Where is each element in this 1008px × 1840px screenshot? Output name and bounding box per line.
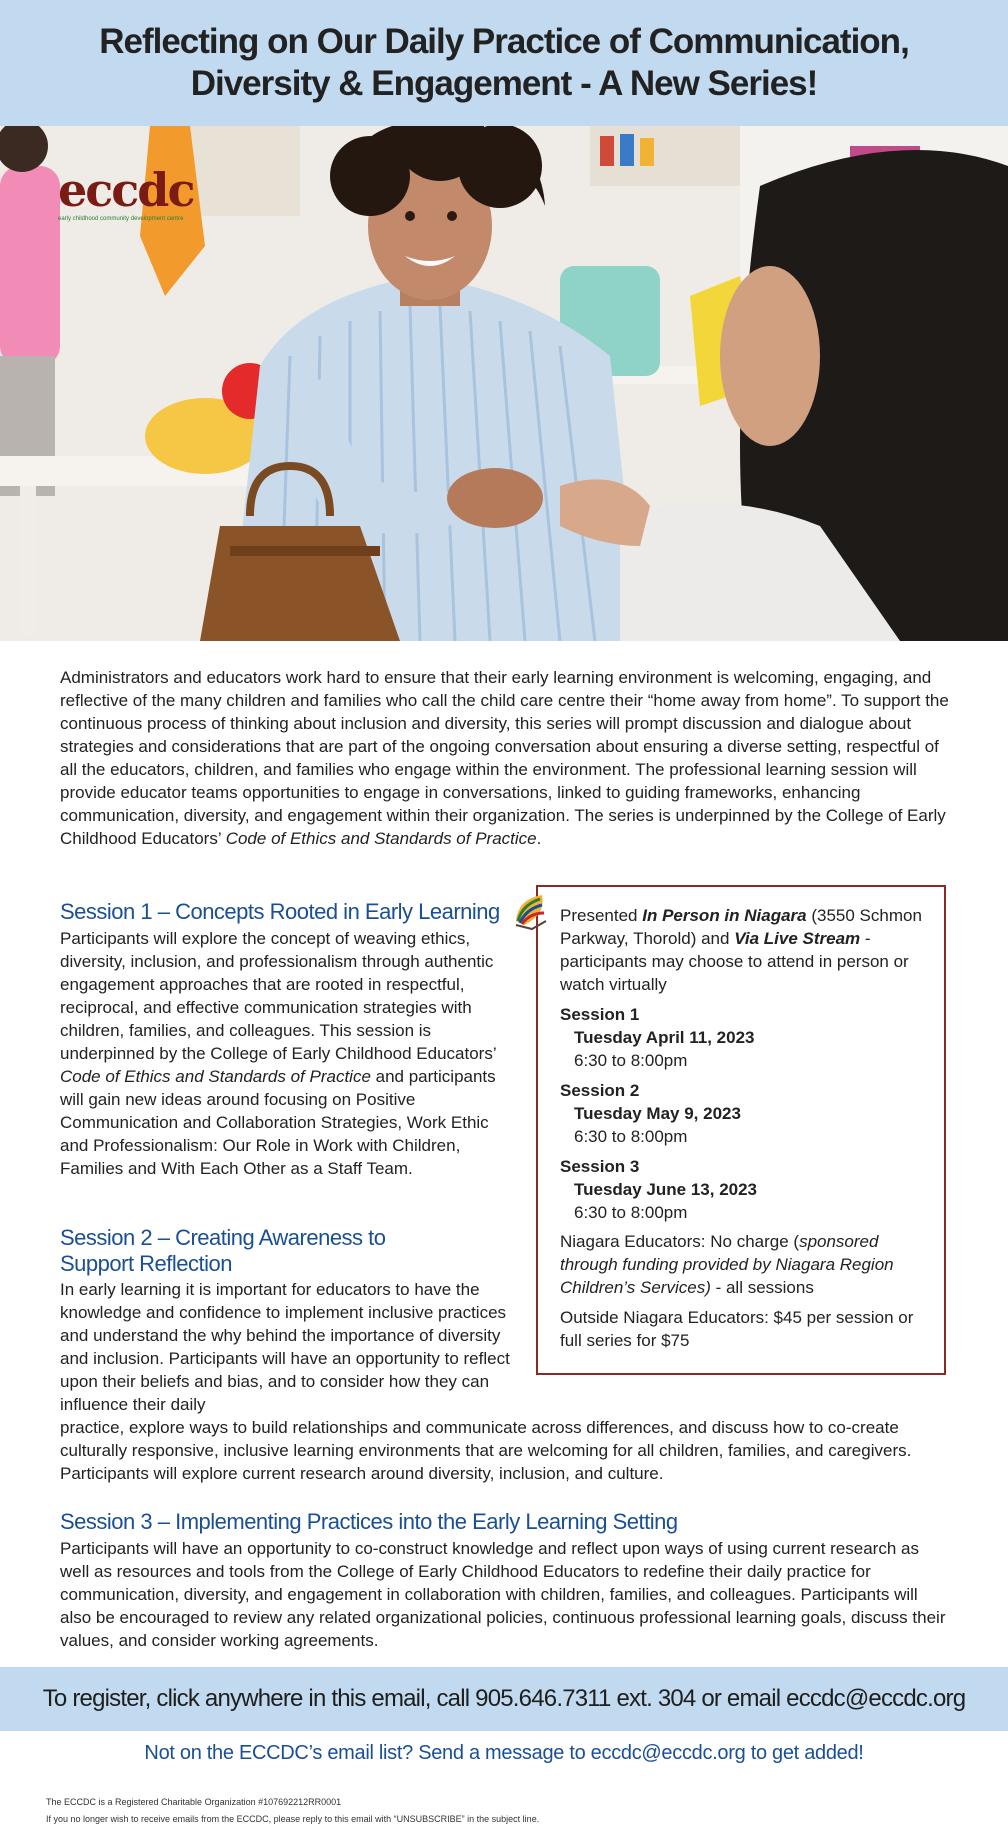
register-banner[interactable]: [0, 1667, 1008, 1731]
schedule-session-1-date: Tuesday April 11, 2023: [574, 1028, 755, 1047]
session-1-title: Session 1 – Concepts Rooted in Early Learning: [60, 899, 500, 924]
presented-prefix: Presented: [560, 906, 643, 925]
schedule-session-1-label: Session 1: [560, 1005, 640, 1024]
logo-wordmark: eccdc: [58, 163, 194, 217]
niagara-prefix: Niagara Educators: No charge (: [560, 1232, 800, 1251]
unsubscribe-note: If you no longer wish to receive emails from the ECCDC, please reply to this email with “UNSUBSCRIBE” in the subject line.: [46, 1814, 540, 1824]
presented-suffix: - participants may choose to attend in person or watch virtually: [560, 929, 909, 994]
schedule-session-3: [560, 1155, 757, 1224]
outside-niagara-pricing: Outside Niagara Educators: $45 per session or full series for $75: [560, 1308, 914, 1350]
niagara-pricing: [560, 1230, 932, 1299]
session-3-title: Session 3 – Implementing Practices into the Early Learning Setting: [60, 1509, 678, 1534]
schedule-session-2: [560, 1079, 741, 1148]
presented-text: [560, 904, 932, 996]
intro-italic: Code of Ethics and Standards of Practice: [225, 829, 537, 848]
presented-live-stream: Via Live Stream: [734, 929, 861, 948]
intro-end: .: [536, 829, 542, 848]
session-1-body: [60, 927, 508, 1180]
schedule-session-2-label: Session 2: [560, 1081, 640, 1100]
eccdc-logo: [58, 163, 194, 222]
intro-text: Administrators and educators work hard to ensure that their early learning environment is welcoming, engaging, and reflective of the many children and families who call the child care centre their “home away from home”. To support the continuous process of thinking about inclusion and diversity, this series will prompt discussion and dialogue about strategies and considerations that are part of the ongoing conversation about ensuring a diverse setting, respectful of all the educators, children, and families who engage within the environment. The professional learning session will provide educator teams opportunities to engage in conversations, linked to guiding frameworks, enhancing communication, diversity, and engagement within their organization. The series is underpinned by the College of Early Childhood Educators’: [60, 668, 949, 848]
intro-paragraph: [60, 666, 950, 850]
niagara-suffix: - all sessions: [710, 1278, 814, 1297]
schedule-session-1: [560, 1003, 754, 1072]
schedule-session-2-time: 6:30 to 8:00pm: [574, 1127, 688, 1146]
header-banner: [0, 0, 1008, 126]
session-1-italic: Code of Ethics and Standards of Practice: [60, 1067, 371, 1086]
presented-address: (3550 Schmon Parkway, Thorold) and: [560, 906, 922, 948]
session-2-title-line-1: Session 2 – Creating Awareness to: [60, 1225, 386, 1250]
schedule-session-2-date: Tuesday May 9, 2023: [574, 1104, 741, 1123]
page-title-line-1: Reflecting on Our Daily Practice of Communication,: [99, 22, 909, 61]
schedule-session-3-label: Session 3: [560, 1157, 640, 1176]
hero-photo[interactable]: [0, 126, 1008, 641]
presented-in-person: In Person in Niagara: [642, 906, 807, 925]
session-1-text-b: and participants will gain new ideas around focusing on Positive Communication and Collaboration Strategies, Work Ethic and Professionalism: Our Role in Work with Children, Families and With Each Other as a Staff Team.: [60, 1067, 496, 1178]
page-title-line-2: Diversity & Engagement - A New Series!: [190, 64, 818, 103]
logo-subtitle: early childhood community development centre: [58, 216, 184, 222]
charity-note: The ECCDC is a Registered Charitable Organization #107692212RR0001: [46, 1797, 342, 1807]
session-2-body-wide: practice, explore ways to build relationships and communicate across differences, and discuss how to co-create culturally responsive, inclusive learning environments that are welcoming for all children, families, and caregivers. Participants will explore current research around diversity, inclusion, and culture.: [60, 1418, 912, 1483]
session-1-text-a: Participants will explore the concept of weaving ethics, diversity, inclusion, and professionalism through authentic engagement approaches that are rooted in respectful, reciprocal, and effective communication strategies with children, families, and colleagues. This session is underpinned by the College of Early Childhood Educators’: [60, 929, 496, 1063]
session-2-body-narrow: In early learning it is important for educators to have the knowledge and confidence to implement inclusive practices and understand the why behind the importance of diversity and inclusion. Participants will have an opportunity to reflect upon their beliefs and bias, and to consider how they can influence their daily: [60, 1280, 510, 1414]
schedule-session-1-time: 6:30 to 8:00pm: [574, 1051, 688, 1070]
session-3-body: Participants will have an opportunity to co-construct knowledge and reflect upon ways of using current research as well as resources and tools from the College of Early Childhood Educators to redefine their daily practice for communication, diversity, and engagement in collaboration with children, families, and colleagues. Participants will also be encouraged to review any related organizational policies, continuous professional learning goals, discuss their values, and consider working agreements.: [60, 1539, 946, 1650]
email-list-link[interactable]: Not on the ECCDC’s email list? Send a message to eccdc@eccdc.org to get added!: [144, 1742, 864, 1764]
schedule-session-3-date: Tuesday June 13, 2023: [574, 1180, 758, 1199]
register-text[interactable]: To register, click anywhere in this email, call 905.646.7311 ext. 304 or email eccdc@eccdc.org: [42, 1685, 966, 1712]
schedule-session-3-time: 6:30 to 8:00pm: [574, 1203, 688, 1222]
leaf-book-icon: [512, 891, 550, 931]
niagara-italic: sponsored through funding provided by Niagara Region Children’s Services): [560, 1232, 894, 1297]
session-2-title-line-2: Support Reflection: [60, 1251, 232, 1276]
